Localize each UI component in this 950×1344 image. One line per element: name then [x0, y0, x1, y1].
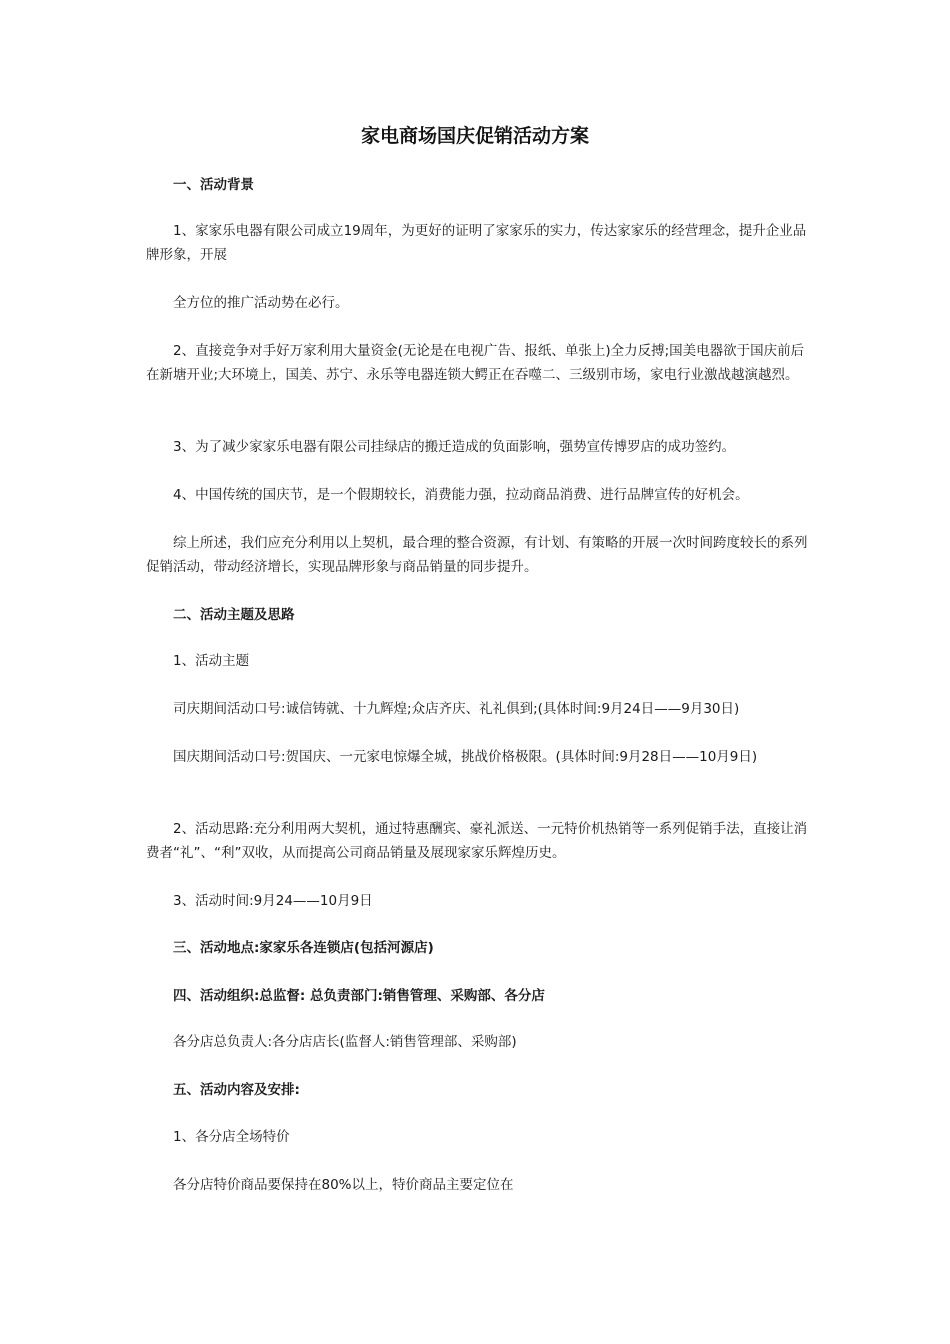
paragraph-background-2: 2、直接竞争对手好万家利用大量资金(无论是在电视广告、报纸、单张上)全力反搏;国美电器欲于国庆前后在新塘开业;大环境上，国美、苏宁、永乐等电器连锁大鳄正在吞噬二、三级别市场，家电行业激战越演越烈。 — [146, 343, 805, 383]
section-heading-theme: 二、活动主题及思路 — [173, 607, 295, 623]
paragraph-branch-lead: 各分店总负责人:各分店店长(监督人:销售管理部、采购部) — [173, 1034, 517, 1050]
paragraph-background-1-cont: 全方位的推广活动势在必行。 — [173, 295, 349, 311]
paragraph-background-1: 1、家家乐电器有限公司成立19周年，为更好的证明了家家乐的实力，传达家家乐的经营理念，提升企业品牌形象，开展 — [146, 223, 807, 263]
section-heading-content: 五、活动内容及安排: — [173, 1082, 300, 1098]
paragraph-slogan-anniversary: 司庆期间活动口号:诚信铸就、十九辉煌;众店齐庆、礼礼俱到;(具体时间:9月24日——9月30日) — [173, 701, 740, 717]
document-title: 家电商场国庆促销活动方案 — [360, 125, 589, 147]
paragraph-background-3: 3、为了减少家家乐电器有限公司挂绿店的搬迁造成的负面影响，强势宣传博罗店的成功签约。 — [173, 439, 736, 455]
paragraph-special-price: 各分店特价商品要保持在80%以上，特价商品主要定位在 — [173, 1177, 514, 1193]
paragraph-approach: 2、活动思路:充分利用两大契机，通过特惠酬宾、豪礼派送、一元特价机热销等一系列促销手法，直接让消费者“礼”、“利”双收，从而提高公司商品销量及展现家家乐辉煌历史。 — [146, 821, 808, 861]
section-heading-background: 一、活动背景 — [173, 177, 254, 193]
paragraph-time: 3、活动时间:9月24——10月9日 — [173, 893, 373, 909]
subheading-theme: 1、活动主题 — [173, 653, 250, 669]
section-heading-location: 三、活动地点:家家乐各连锁店(包括河源店) — [173, 940, 434, 956]
section-heading-organization: 四、活动组织:总监督: 总负责部门:销售管理、采购部、各分店 — [173, 988, 545, 1004]
subheading-special-price: 1、各分店全场特价 — [173, 1129, 290, 1145]
paragraph-summary: 综上所述，我们应充分利用以上契机，最合理的整合资源，有计划、有策略的开展一次时间跨度较长的系列促销活动，带动经济增长，实现品牌形象与商品销量的同步提升。 — [146, 535, 808, 575]
paragraph-slogan-national-day: 国庆期间活动口号:贺国庆、一元家电惊爆全城，挑战价格极限。(具体时间:9月28日——10月9日) — [173, 749, 758, 765]
paragraph-background-4: 4、中国传统的国庆节，是一个假期较长，消费能力强，拉动商品消费、进行品牌宣传的好机会。 — [173, 487, 749, 503]
